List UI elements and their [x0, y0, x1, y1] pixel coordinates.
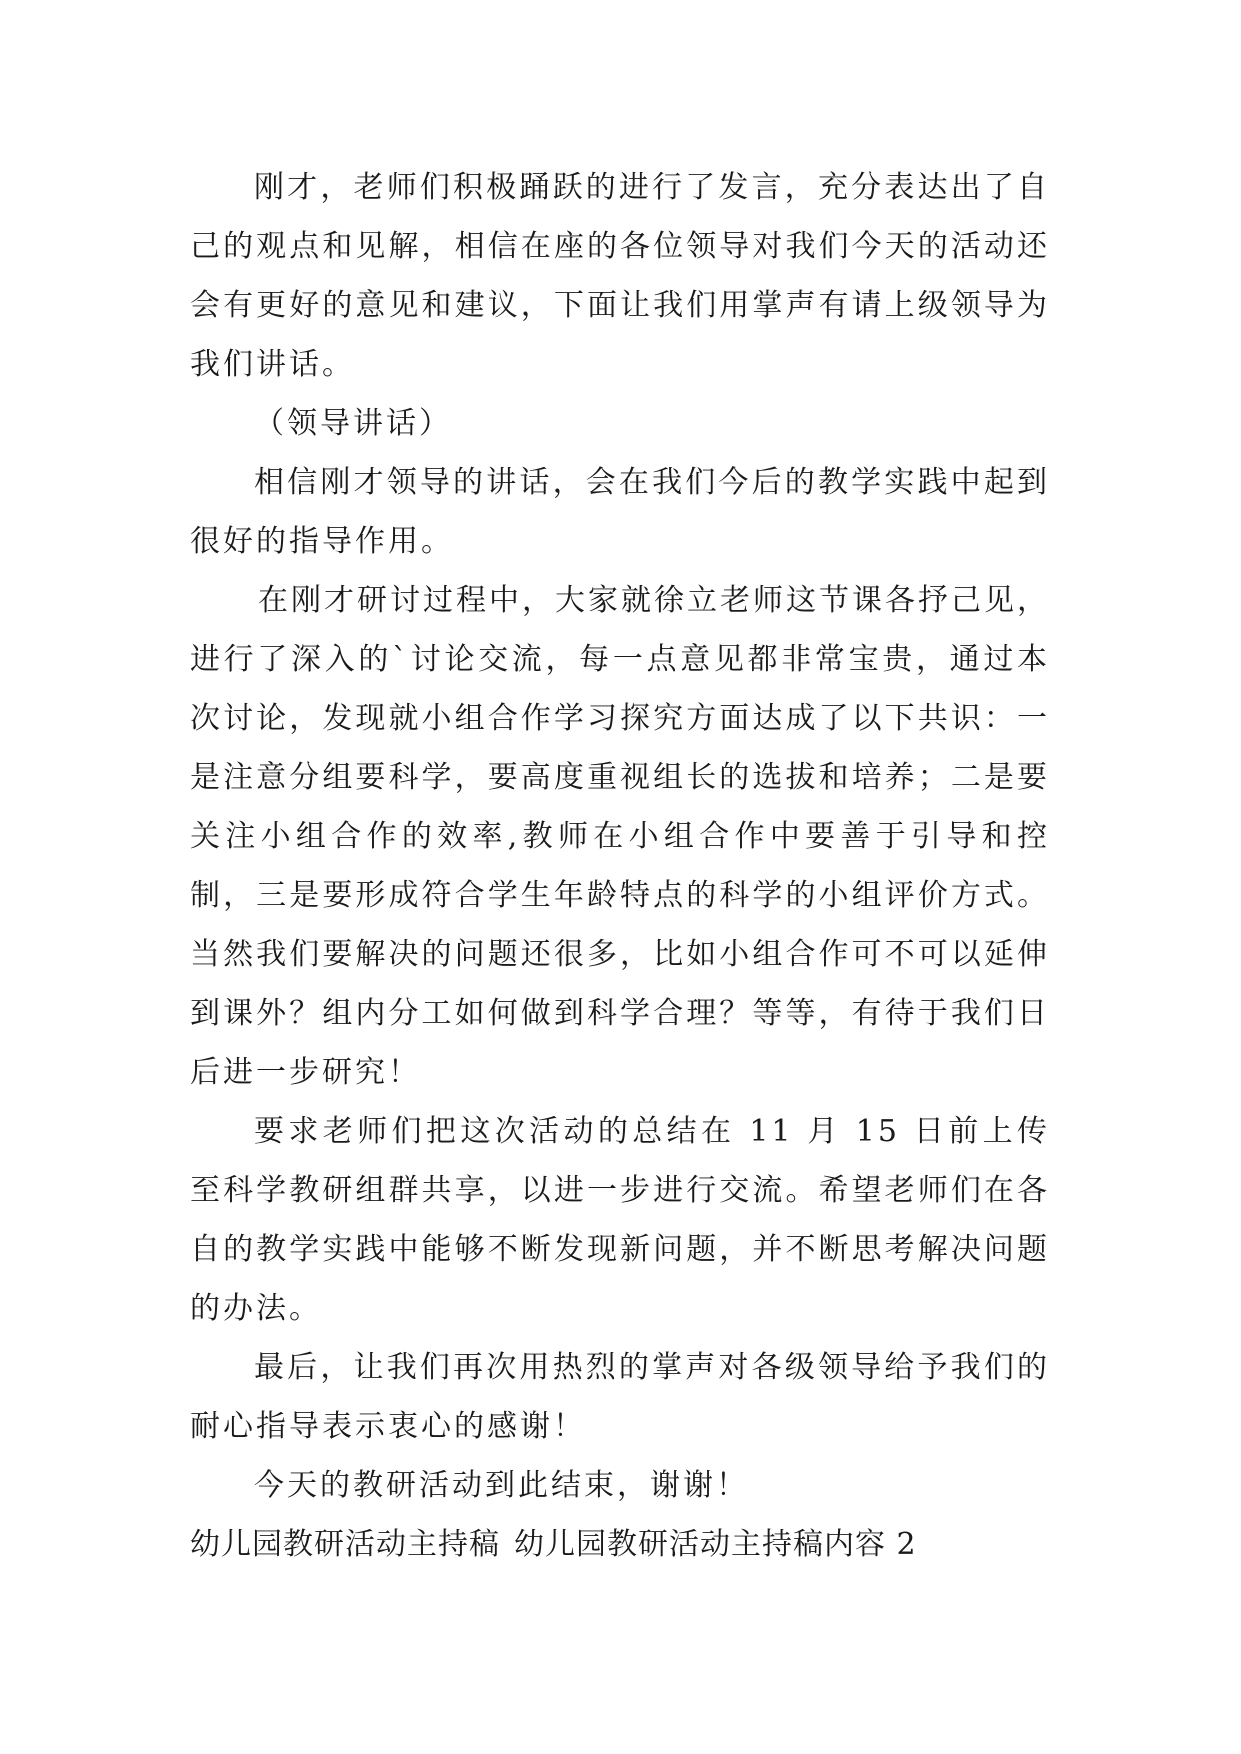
next-section-title-part2: 幼儿园教研活动主持稿内容 2 — [514, 1527, 917, 1562]
paragraph-summary-request: 要求老师们把这次活动的总结在 11 月 15 日前上传至科学教研组群共享，以进一步进行交流。希望老师们在各自的教学实践中能够不断发现新问题，并不断思考解决问题的办法。 — [190, 1114, 1050, 1326]
paragraph-leader-speech: （领导讲话） — [254, 406, 452, 441]
paragraph-closing: 今天的教研活动到此结束，谢谢！ — [254, 1468, 749, 1503]
paragraph-guidance: 相信刚才领导的讲话，会在我们今后的教学实践中起到很好的指导作用。 — [190, 465, 1050, 559]
document-body — [190, 158, 1050, 1574]
paragraph-speech-intro: 刚才，老师们积极踊跃的进行了发言，充分表达出了自己的观点和见解，相信在座的各位领导对我们今天的活动还会有更好的意见和建议，下面让我们用掌声有请上级领导为我们讲话。 — [190, 170, 1050, 382]
next-section-title — [190, 1515, 1050, 1574]
paragraph-discussion: 在刚才研讨过程中，大家就徐立老师这节课各抒己见，进行了深入的`讨论交流，每一点意见都非常宝贵，通过本次讨论，发现就小组合作学习探究方面达成了以下共识：一是注意分组要科学，要高度重视组长的选拔和培养；二是要关注小组合作的效率,教师在小组合作中要善于引导和控制，三是要形成符合学生年龄特点的科学的小组评价方式。当然我们要解决的问题还很多，比如小组合作可不可以延伸到课外？组内分工如何做到科学合理？等等，有待于我们日后进一步研究！ — [190, 583, 1050, 1090]
paragraph-thanks: 最后，让我们再次用热烈的掌声对各级领导给予我们的耐心指导表示衷心的感谢！ — [190, 1350, 1050, 1444]
next-section-title-part1: 幼儿园教研活动主持稿 — [190, 1527, 500, 1562]
